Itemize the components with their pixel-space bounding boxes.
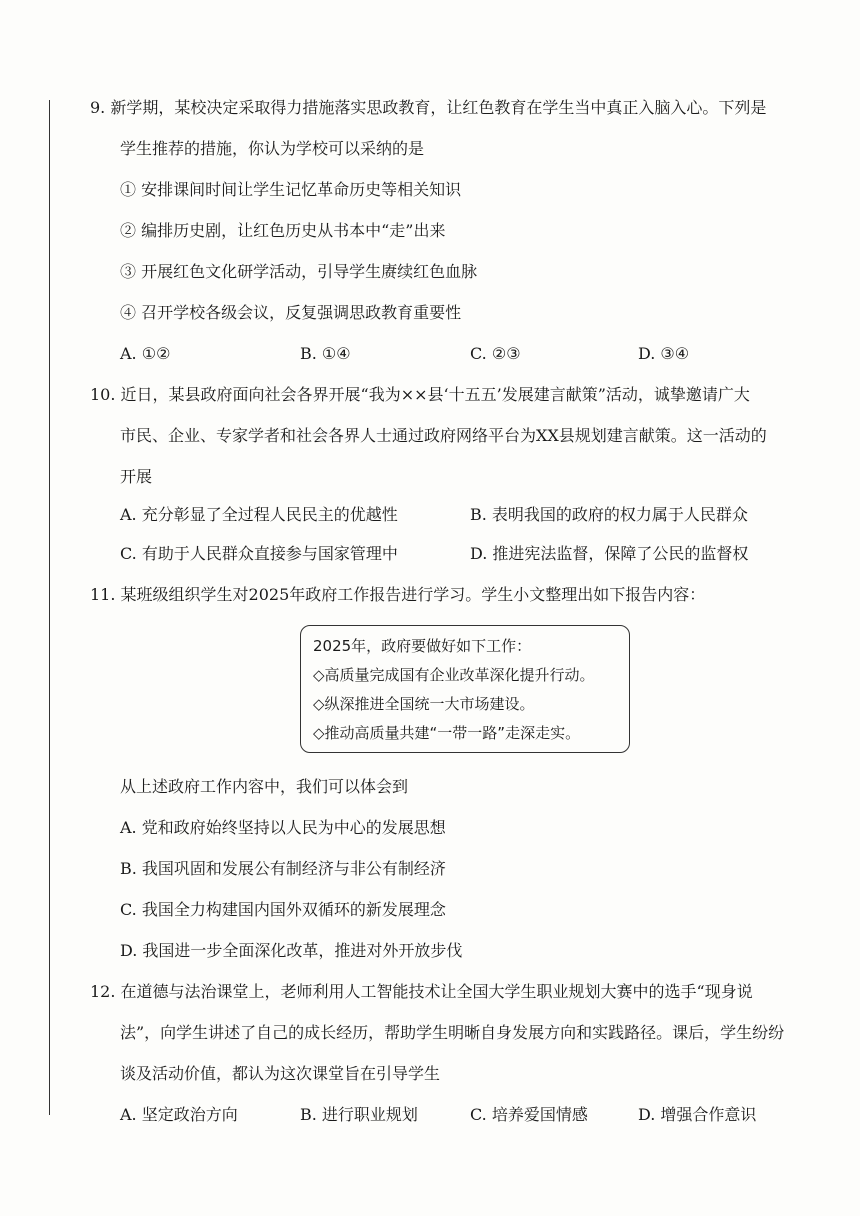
box-line-2: ◇高质量完成国有企业改革深化提升行动。 — [313, 666, 595, 684]
q9-stem-line1: 9. 新学期，某校决定采取得力措施落实思政教育，让红色教育在学生当中真正入脑入心。下列是 — [90, 98, 767, 117]
q10-stem-line2: 市民、企业、专家学者和社会各界人士通过政府网络平台为XX县规划建言献策。这一活动的 — [120, 426, 767, 445]
q9-item-4: ④ 召开学校各级会议，反复强调思政教育重要性 — [120, 303, 462, 322]
q10-stem-line3: 开展 — [120, 467, 153, 486]
q11-option-b: B. 我国巩固和发展公有制经济与非公有制经济 — [120, 859, 446, 878]
q9-option-d: D. ③④ — [638, 344, 690, 363]
q12-option-a: A. 坚定政治方向 — [120, 1105, 238, 1124]
q10-option-b: B. 表明我国的政府的权力属于人民群众 — [470, 505, 748, 524]
q10-option-d: D. 推进宪法监督，保障了公民的监督权 — [470, 544, 749, 563]
q9-stem-line2: 学生推荐的措施，你认为学校可以采纳的是 — [120, 139, 425, 158]
q9-item-3: ③ 开展红色文化研学活动，引导学生赓续红色血脉 — [120, 262, 478, 281]
q9-item-2: ② 编排历史剧，让红色历史从书本中“走”出来 — [120, 221, 446, 240]
q11-option-a: A. 党和政府始终坚持以人民为中心的发展思想 — [120, 818, 446, 837]
q12-option-d: D. 增强合作意识 — [638, 1105, 757, 1124]
box-line-4: ◇推动高质量共建“一带一路”走深走实。 — [313, 724, 581, 742]
q11-stem-line1: 11. 某班级组织学生对2025年政府工作报告进行学习。学生小文整理出如下报告内容： — [90, 585, 706, 604]
q9-option-b: B. ①④ — [300, 344, 351, 363]
q10-option-c: C. 有助于人民群众直接参与国家管理中 — [120, 544, 398, 563]
q9-option-a: A. ①② — [120, 344, 171, 363]
binding-margin-line — [49, 100, 50, 1115]
q12-option-b: B. 进行职业规划 — [300, 1105, 418, 1124]
q12-stem-line2: 法”，向学生讲述了自己的成长经历，帮助学生明晰自身发展方向和实践路径。课后，学生纷纷 — [120, 1023, 785, 1042]
box-line-3: ◇纵深推进全国统一大市场建设。 — [313, 695, 535, 713]
q11-option-d: D. 我国进一步全面深化改革，推进对外开放步伐 — [120, 941, 463, 960]
q9-item-1: ① 安排课间时间让学生记忆革命历史等相关知识 — [120, 180, 462, 199]
q11-option-c: C. 我国全力构建国内国外双循环的新发展理念 — [120, 900, 446, 919]
box-line-1: 2025年，政府要做好如下工作： — [313, 637, 532, 655]
q10-stem-line1: 10. 近日，某县政府面向社会各界开展“我为××县‘十五五’发展建言献策”活动，诚挚邀请广大 — [90, 385, 750, 404]
q11-stem-line2: 从上述政府工作内容中，我们可以体会到 — [120, 777, 409, 796]
q12-stem-line1: 12. 在道德与法治课堂上，老师利用人工智能技术让全国大学生职业规划大赛中的选手“现身说 — [90, 982, 753, 1001]
q10-option-a: A. 充分彰显了全过程人民民主的优越性 — [120, 505, 398, 524]
q12-option-c: C. 培养爱国情感 — [470, 1105, 588, 1124]
report-content-box — [300, 625, 630, 753]
q9-option-c: C. ②③ — [470, 344, 521, 363]
q12-stem-line3: 谈及活动价值，都认为这次课堂旨在引导学生 — [120, 1064, 441, 1083]
